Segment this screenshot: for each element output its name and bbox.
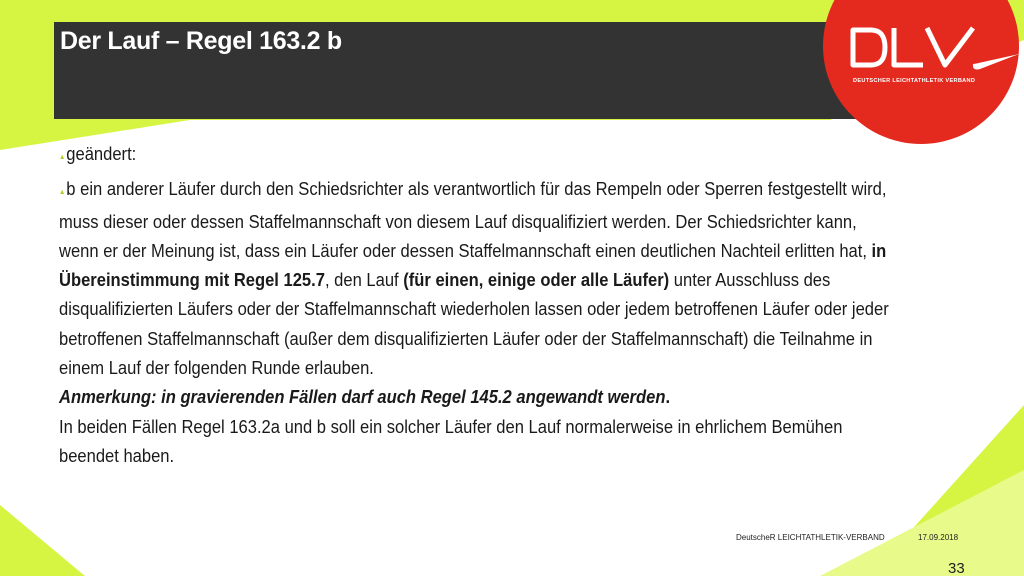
dlv-logo-icon (853, 28, 973, 65)
body-text: , den Lauf (324, 270, 399, 291)
bold-text: in Übereinstimmung mit Regel 125.7 (59, 240, 887, 291)
body-text: b ein anderer Läufer durch den Schiedsrichter als verantwortlich für das Rempeln oder Sperren festgestellt wird, muss dieser oder dessen Staffelmannschaft von diesem Lauf disqualifiziert werden. Der Schiedsrichter kann, wenn er der Meinung ist, dass ein Läufer oder dessen Staffelmannschaft einen deutlichen Nachteil erlitten hat, (59, 179, 887, 261)
note: Anmerkung: in gravierenden Fällen darf auch Regel 145.2 angewandt werden. (59, 387, 671, 408)
dlv-logo (823, 0, 1019, 144)
slide-title: Der Lauf – Regel 163.2 b (60, 27, 342, 55)
bold-text: (für einen, einige oder alle Läufer) (403, 270, 670, 291)
swoosh-icon (973, 54, 1019, 69)
footer-date: 17.09.2018 (918, 533, 959, 542)
logo-subtitle: DEUTSCHER LEICHTATHLETIK VERBAND (853, 78, 976, 84)
bullet-item (59, 175, 896, 383)
bullet-text: geändert: (66, 144, 137, 164)
note-text: Anmerkung: in gravierenden Fällen darf auch Regel 145.2 angewandt werden (59, 387, 666, 408)
bullet-triangle-icon: ▲ (59, 189, 66, 197)
slide-body (59, 140, 896, 471)
bullet-triangle-icon: ▲ (59, 154, 66, 161)
closing-text: In beiden Fällen Regel 163.2a und b soll ein solcher Läufer den Lauf normalerweise in ehrlichem Bemühen beendet haben. (59, 416, 843, 466)
bullet-item (59, 140, 896, 172)
body-text: unter Ausschluss des disqualifizierten Läufers oder der Staffelmannschaft wiederholen lassen oder jedem betroffenen Läufer oder jeder betroffenen Staffelmannschaft (außer dem disqualifizierten Läufer oder der Staffelmannschaft) die Teilnahme in einem Lauf der folgenden Runde erlauben. (59, 270, 889, 379)
footer-org: DeutscheR LEICHTATHLETIK-VERBAND (736, 533, 885, 542)
page-number: 33 (948, 560, 965, 577)
